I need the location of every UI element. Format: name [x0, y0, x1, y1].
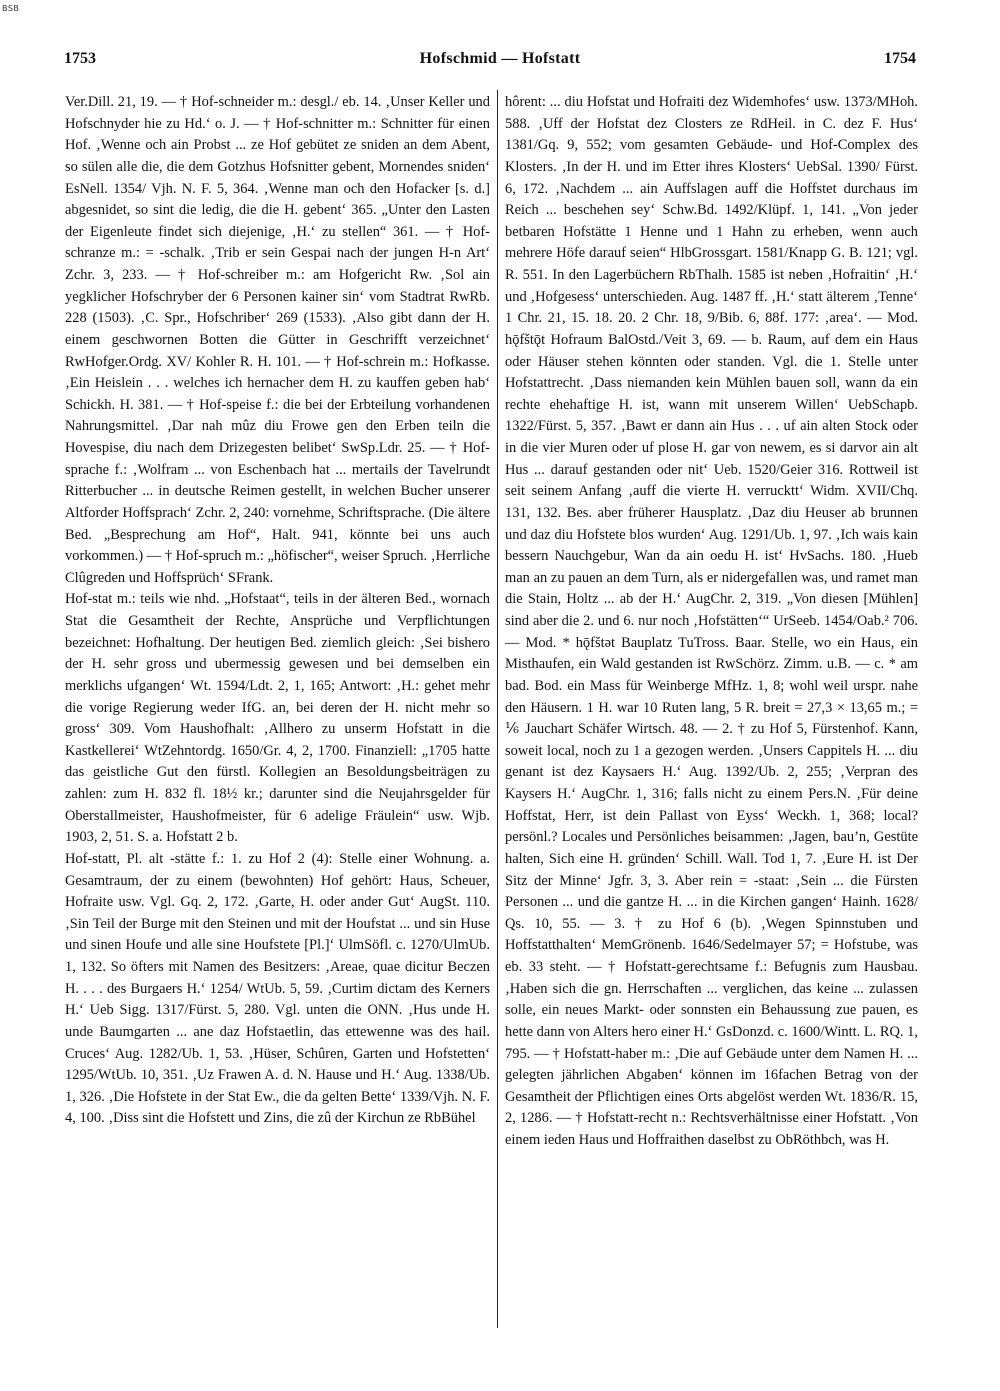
dictionary-paragraph: Ver.Dill. 21, 19. — † Hof-schneider m.: desgl./ eb. 14. ‚Unser Keller und Hofschnyder hie zu Hd.‘ o. J. — † Hof-schnitter m.: Schnitter für einen Hof. ‚Wenne och ain Probst ... ze Hof gebütet ze sniden an dem Abent, so sülen alle die, die dem Gotzhus Hofsnitter gebent, Mornendes sniden‘ EsNell. 1354/ Vjh. N. F. 5, 364. ‚Wenne man och den Hofacker [s. d.] abgesnidet, so sint die ledig, die die H. gebent‘ 365. „Unter den Lasten der Eigenleute findet sich diejenige, ‚H.‘ zu stellen“ 361. — † Hof-schranze m.: = -schalk. ‚Trib er sein Gespai nach der jungen H-n Art‘ Zchr. 3, 233. — † Hof-schreiber m.: am Hofgericht Rw. ‚Sol ain yegklicher Hofschryber der 6 Personen kainer sin‘ vom Stadtrat RwRb. 228 (1503). ‚C. Spr., Hofschriber‘ 269 (1533). ‚Also gibt dann der H. einem geschwornen Botten die Gütter in Geschrifft verzeichnet‘ RwHofger.Ordg. XV/ Kohler R. H. 101. — † Hof-schrein m.: Hofkasse. ‚Ein Heislein . . . welches ich hernacher dem H. zu kauffen geben hab‘ Schickh. H. 381. — † Hof-speise f.: die bei der Erbteilung vorhandenen Nahrungsmittel. ‚Dar nah mûz diu Frowe gen den Erben teiln die Hovespise, diu nach dem Drizegesten belibet‘ SwSp.Ldr. 25. — † Hof-sprache f.: ‚Wolfram ... von Eschenbach hat ... mertails der Tavelrundt Ritterbucher ... in deutsche Reimen gestellt, in welchen Bucher unserer Altforder Hoffsprach‘ Zchr. 2, 240: vornehme, Schriftsprache. (Die ältere Bed. „Besprechung am Hof“, Halt. 941, könnte bei uns auch vorkommen.) — † Hof-spruch m.: „höfischer“, weiser Spruch. ‚Herrliche Clûgreden und Hoffsprüch‘ SFrank. [65, 94, 490, 586]
left-column [65, 92, 490, 1130]
dictionary-entry-hofstatt: Hof-statt, Pl. alt -stätte f.: 1. zu Hof 2 (4): Stelle einer Wohnung. a. Gesamtraum, der zu einem (bewohnten) Hof gehört: Haus, Scheuer, Hofraite usw. Vgl. Gq. 2, 172. ‚Garte, H. oder ander Gut‘ AugSt. 110. ‚Sin Teil der Burge mit den Steinen und mit der Houfstat ... und sin Huse und sinen Houfe und alle sine Houfstete [Pl.]‘ UlmSöfl. c. 1270/UlmUb. 1, 132. So öfters mit Namen des Besitzers: ‚Areae, quae dicitur Beczen H. . . . des Burgaers H.‘ 1254/ WtUb. 5, 59. ‚Curtim dictam des Kerners H.‘ Ueb Sigg. 1317/Fürst. 5, 280. Vgl. unten die ONN. ‚Hus unde H. unde Baumgarten ... ane daz Hofstaetlin, das ettewenne was des hail. Cruces‘ Aug. 1282/Ub. 1, 53. ‚Hüser, Schûren, Garten und Hofstetten‘ 1295/WtUb. 10, 351. ‚Uz Frawen A. d. N. Hause und H.‘ Aug. 1338/Ub. 1, 326. ‚Die Hofstete in der Stat Ew., die da gelten Bette‘ 1339/Vjh. N. F. 4, 100. ‚Diss sint die Hofstett und Zins, die zû der Kirchun ze RbBühel [65, 850, 490, 1127]
library-stamp: BSB [2, 4, 20, 13]
dictionary-entry-hofstat: Hof-stat m.: teils wie nhd. „Hofstaat“, teils in der älteren Bed., wornach Stat die Gesamtheit der Rechte, Ansprüche und Verpflichtungen bezeichnet: Hofhaltung. Der heutigen Bed. ziemlich gleich: ‚Sei bishero der H. sehr gross und ubermessig gewesen und bei demselben ein merklichs ufgangen‘ Wt. 1594/Ldt. 2, 1, 165; Antwort: ‚H.: gehet mehr die vorige Regierung weder IfG. an, bei deren der H. nicht mehr so gross‘ 309. Vom Haushofhalt: ‚Allhero zu unserm Hofstatt in die Kastkellerei‘ WtZehntordg. 1650/Gr. 4, 2, 1700. Finanziell: „1705 hatte das geistliche Gut den fürstl. Kollegien an Besoldungsbeiträgen zu zahlen: zum H. 832 fl. 18½ kr.; darunter sind die Neujahrsgelder für Oberstallmeister, Haushofmeister, für 6 adelige Fräulein“ usw. Wjb. 1903, 2, 51. S. a. Hofstatt 2 b. [65, 591, 490, 846]
column-divider [497, 90, 498, 1328]
page-number-right: 1754 [884, 50, 916, 67]
dictionary-paragraph: hôrent: ... diu Hofstat und Hofraiti dez Widemhofes‘ usw. 1373/MHoh. 588. ‚Uff der Hofstat dez Closters ze RdHeil. in C. dez F. Hus‘ 1381/Gq. 9, 552; vom gesamten Gebäude- und Hof-Complex des Klosters. ‚In der H. und im Etter ihres Klosters‘ UebSal. 1390/ Fürst. 6, 172. ‚Nachdem ... ain Auffslagen auff die Hoffstet durchaus im Reich ... beschehen sey‘ Schw.Bd. 1492/Klüpf. 1, 141. „Von jeder betbaren Hofstätte 1 Henne und 1 Hahn zu erheben, wenn auch mehrere Höfe darauf seien“ HlbGrossgart. 1581/Knapp G. B. 121; vgl. R. 551. In den Lagerbüchern RbThalh. 1585 ist neben ‚Hofraitin‘ ‚H.‘ und ‚Hofgesess‘ unterschieden. Aug. 1487 ff. ‚H.‘ statt älterem ‚Tenne‘ 1 Chr. 21, 15. 18. 20. 2 Chr. 18, 9/Bib. 6, 88f. 177: ‚area‘. — Mod. hǭfštǭt Hofraum BalOstd./Veit 3, 69. — b. Raum, auf dem ein Haus oder Häuser stehen könnten oder standen. Vgl. die 1. Stelle unter Hofstattrecht. ‚Dass niemanden kein Mühlen bauen soll, wann da ein rechte ehehaftige H. ist, wann mit unserem Willen‘ UebSchapb. 1322/Fürst. 5, 357. ‚Bawt er dann ain Hus . . . uf ain alten Stock oder in die vier Muren oder uf plose H. gar von newem, es si darvor ain alt Hus ... darauf gestanden oder nit‘ Ueb. 1520/Geier 316. Rottweil ist seit seinem Anfang ‚auff die vierte H. verrucktt‘ Widm. XVII/Chq. 131, 132. Bes. aber früherer Hausplatz. ‚Daz diu Heuser ab brunnen und daz diu Hofstete blos wurden‘ Aug. 1291/Ub. 1, 97. ‚Ich wais kain bessern Nauchgebur, Wan da ain oedu H. ist‘ HvSachs. 180. ‚Hueb man an zu pauen an dem Turn, als er nidergefallen was, und ramet man die Stain, Holtz ... ab der H.‘ AugChr. 2, 319. „Von diesen [Mühlen] sind aber die 2. und 6. nur noch ‚Hofstätten‘“ UrSeeb. 1454/Oab.² 706. — Mod. * hǭfštət Bauplatz TuTross. Baar. Stelle, wo ein Haus, ein Misthaufen, ein Wald gestanden ist RwSchörz. Zimm. u.B. — c. * am bad. Bod. ein Mass für Weinberge MfHz. 1, 8; wohl weil urspr. nahe den Häusern. 1 H. war 10 Ruten lang, 5 R. breit = 27,3 × 13,65 m.; = ⅙ Jauchart Schäfer Wirtsch. 48. — 2. † zu Hof 5, Fürstenhof. Kann, soweit local, noch zu 1 a gezogen werden. ‚Unsers Cappitels H. ... diu genant ist dez Kaysaers H.‘ Aug. 1392/Ub. 2, 255; ‚Verpran des Kaysers H.‘ AugChr. 1, 316; falls nicht zu einem Pers.N. ‚Für deine Hoffstat, Herr, ist dein Pallast von Eyss‘ Weckh. 1, 368; local? persönl.? Locales und Persönliches beisammen: ‚Jagen, bau’n, Gestüte halten, Sich eine H. gründen‘ Schill. Wall. Tod 1, 7. ‚Eure H. ist Der Sitz der Minne‘ Jgfr. 3, 3. Aber rein = -staat: ‚Sein ... die Fürsten Personen ... und die gantze H. ... in die Kirchen gangen‘ Hainh. 1628/ Qs. 10, 55. — 3. † zu Hof 6 (b). ‚Wegen Spinnstuben und Hoffstatthalten‘ MemGrönenb. 1646/Sedelmayer 57; = Hofstube, was eb. 33 steht. — † Hofstatt-gerechtsame f.: Befugnis zum Hausbau. ‚Haben sich die gn. Herrschaften ... verglichen, das keine ... zulassen solle, ein neues Markt- oder sonnsten ein Behaussung zue pauen, es hette dann von Alters hero einer H.‘ GsDonzd. c. 1600/Wintt. L. RQ. 1, 795. — † Hofstatt-haber m.: ‚Die auf Gebäude unter dem Namen H. ... gelegten jährlichen Abgaben‘ können im 16fachen Betrag von der Gesamtheit der Pflichtigen eines Orts abgelöst werden Wt. 1836/R. 15, 2, 1286. — † Hofstatt-recht n.: Rechtsverhältnisse einer Hofstatt. ‚Von einem ieden Haus und Hoffraithen daselbst zu ObRöthbch, was H. [505, 94, 918, 1148]
running-headwords: Hofschmid — Hofstatt [419, 50, 581, 67]
right-column [505, 92, 918, 1152]
page-number-left: 1753 [64, 50, 96, 67]
